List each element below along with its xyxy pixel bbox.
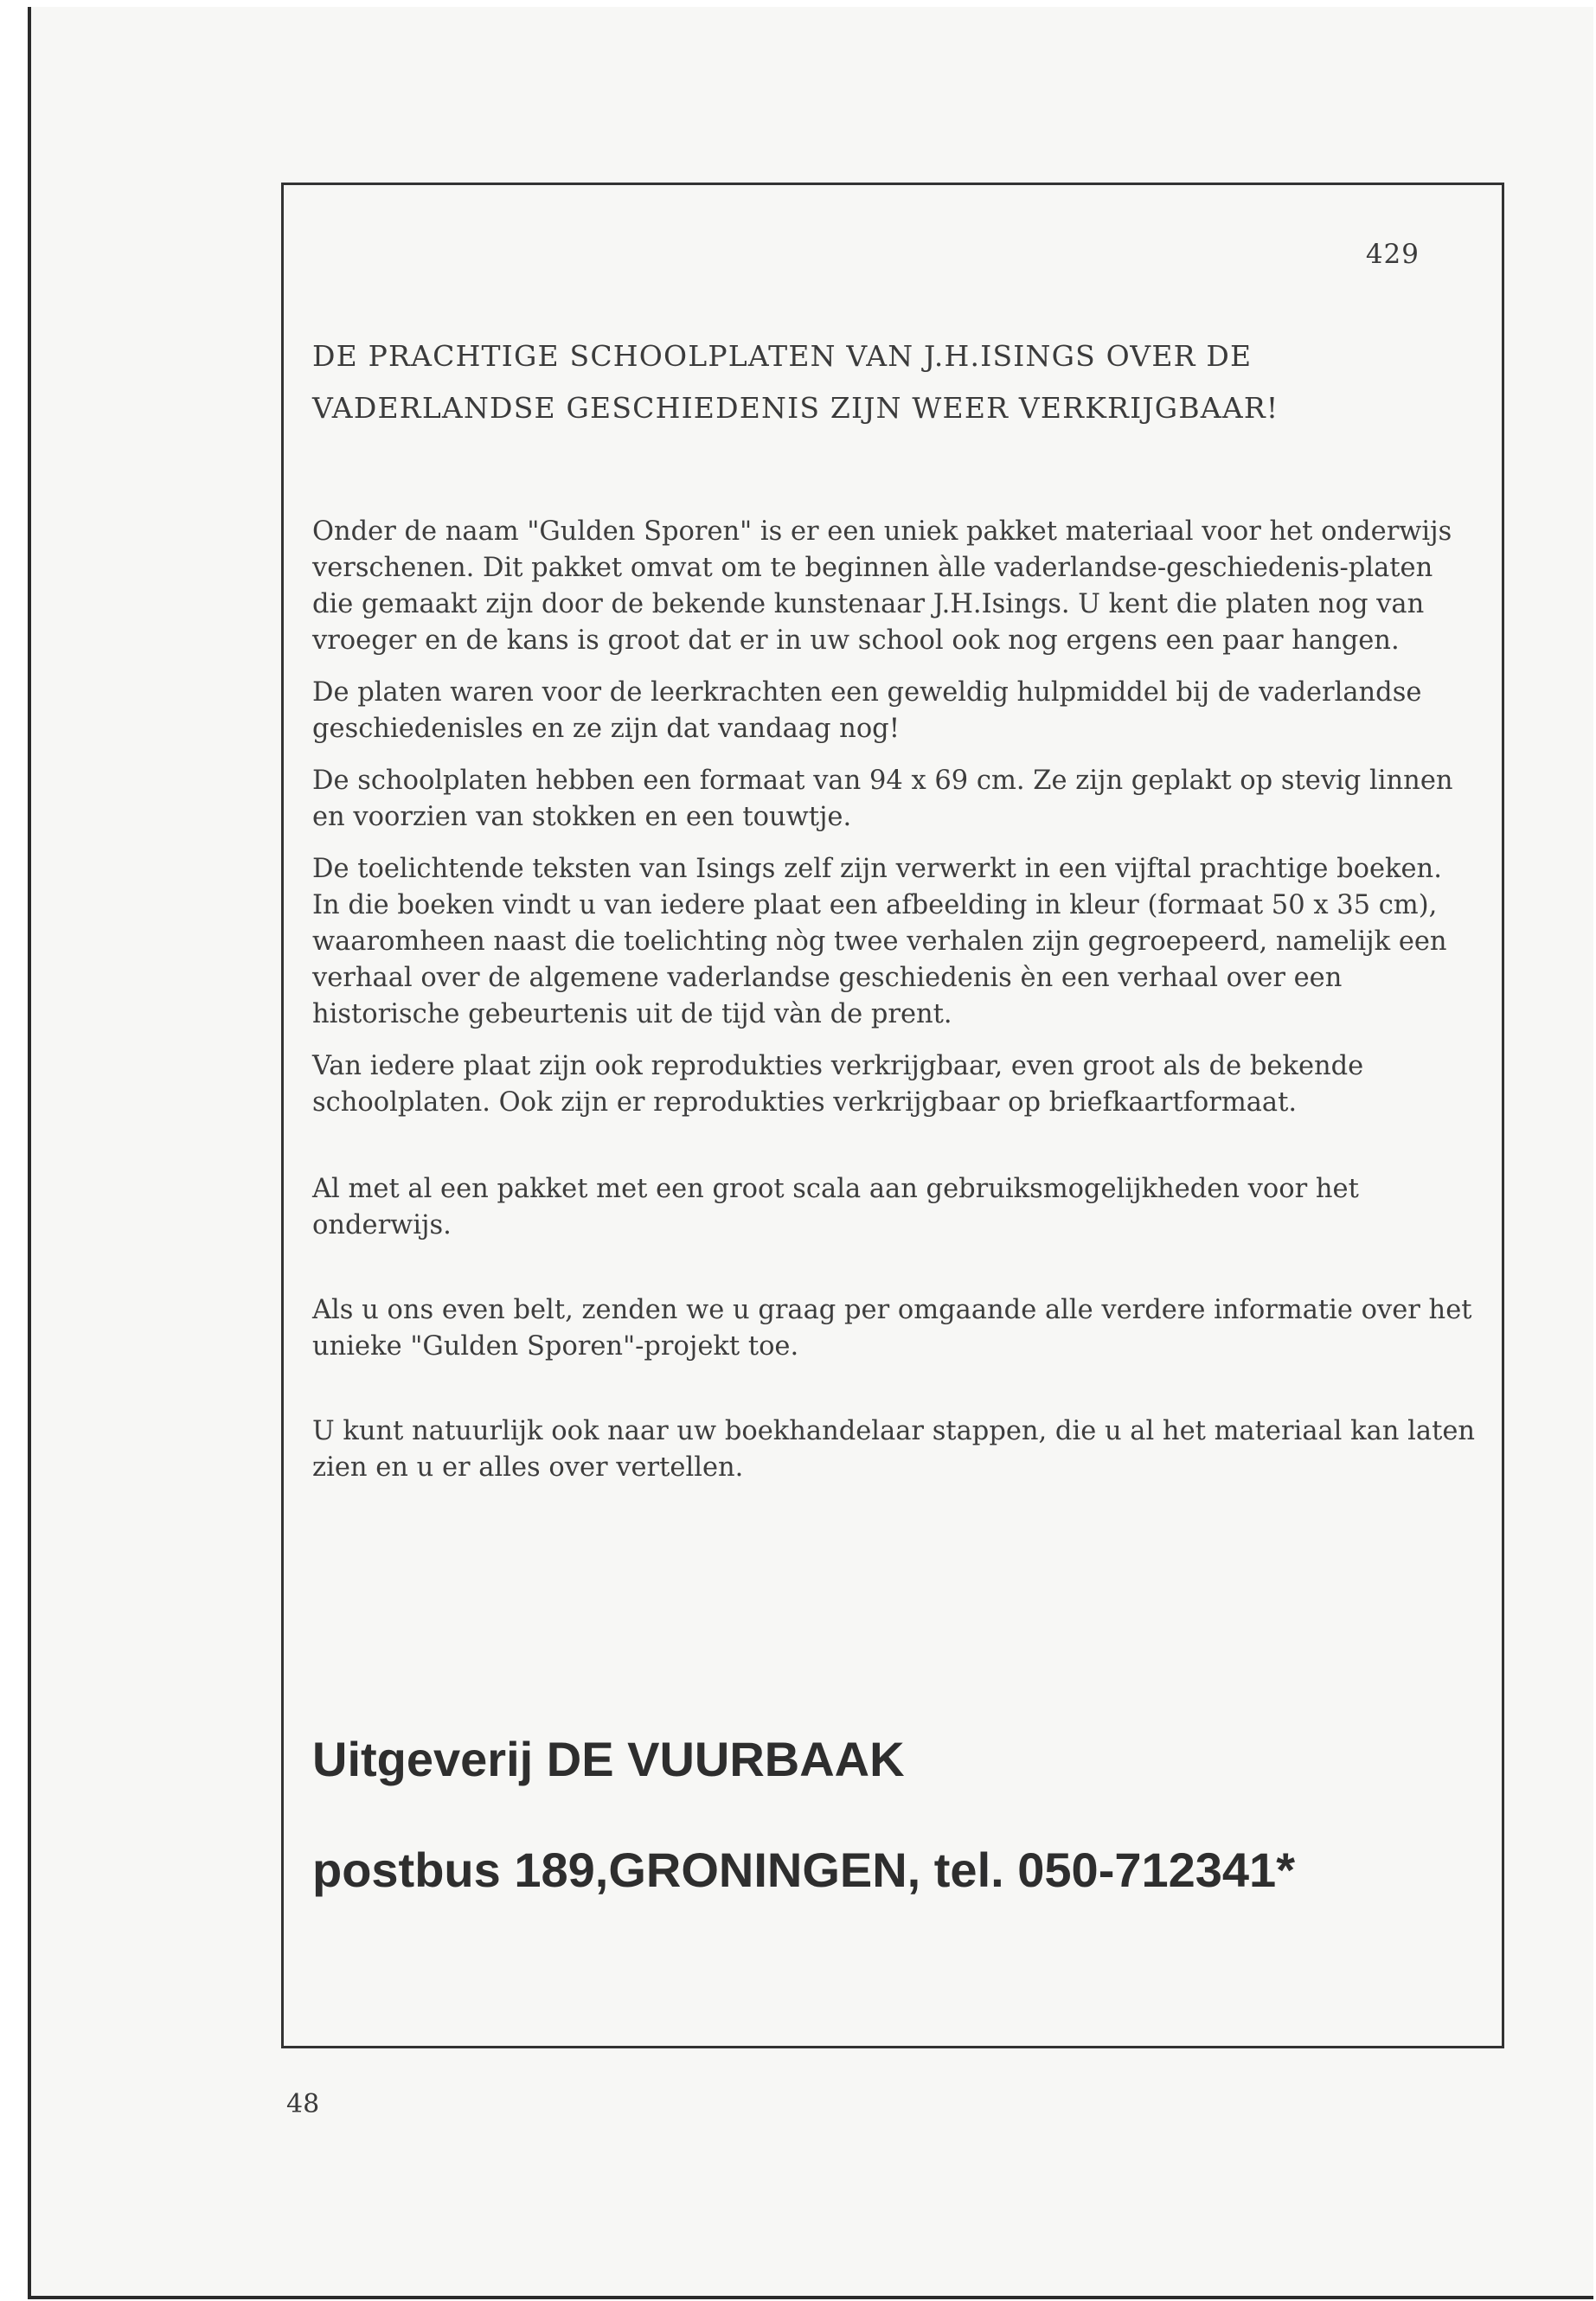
publisher-address: postbus 189,GRONINGEN, tel. 050-712341* xyxy=(312,1843,1295,1897)
paragraph-bookseller: U kunt natuurlijk ook naar uw boekhandelaar stappen, die u al het materiaal kan laten zien en u er alles over vertellen. xyxy=(312,1416,1476,1483)
paragraph-reproductions: Van iedere plaat zijn ook reprodukties verkrijgbaar, even groot als de bekende schoolplaten. Ook zijn er reprodukties verkrijgbaar op briefkaartformaat. xyxy=(312,1051,1364,1118)
advertisement-box xyxy=(281,183,1504,2048)
paragraph-contact: Als u ons even belt, zenden we u graag per omgaande alle verdere informatie over het unieke "Gulden Sporen"-projekt toe. xyxy=(312,1295,1472,1362)
page-number-bottom: 48 xyxy=(286,2089,320,2119)
scanned-page xyxy=(28,7,1593,2299)
paragraph-teachers: De platen waren voor de leerkrachten een geweldig hulpmiddel bij de vaderlandse geschiedenisles en ze zijn dat vandaag nog! xyxy=(312,677,1422,744)
paragraph-format: De schoolplaten hebben een formaat van 94 x 69 cm. Ze zijn geplakt op stevig linnen en voorzien van stokken en een touwtje. xyxy=(312,766,1453,832)
paragraph-intro: Onder de naam "Gulden Sporen" is er een uniek pakket materiaal voor het onderwijs verschenen. Dit pakket omvat om te beginnen àlle vaderlandse-geschiedenis-platen die gemaakt zijn door de bekende kunstenaar J.H.Isings. U kent die platen nog van vroeger en de kans is groot dat er in uw school ook nog ergens een paar hangen. xyxy=(312,516,1452,656)
publisher-block xyxy=(312,1729,1502,1900)
headline-line-2: VADERLANDSE GESCHIEDENIS ZIJN WEER VERKRIJGBAAR! xyxy=(312,391,1279,425)
advert-body xyxy=(312,514,1476,1486)
headline-line-1: DE PRACHTIGE SCHOOLPLATEN VAN J.H.ISINGS OVER DE xyxy=(312,339,1253,373)
advert-headline xyxy=(312,330,1450,434)
paragraph-summary: Al met al een pakket met een groot scala aan gebruiksmogelijkheden voor het onderwijs. xyxy=(312,1174,1359,1240)
publisher-name: Uitgeverij DE VUURBAAK xyxy=(312,1732,905,1786)
paragraph-books: De toelichtende teksten van Isings zelf zijn verwerkt in een vijftal prachtige boeken. In die boeken vindt u van iedere plaat een afbeelding in kleur (formaat 50 x 35 cm), waaromheen naast die toelichting nòg twee verhalen zijn gegroepeerd, namelijk een verhaal over de algemene vaderlandse geschiedenis èn een verhaal over een historische gebeurtenis uit de tijd vàn de prent. xyxy=(312,854,1447,1029)
page-number-top: 429 xyxy=(1365,239,1420,270)
